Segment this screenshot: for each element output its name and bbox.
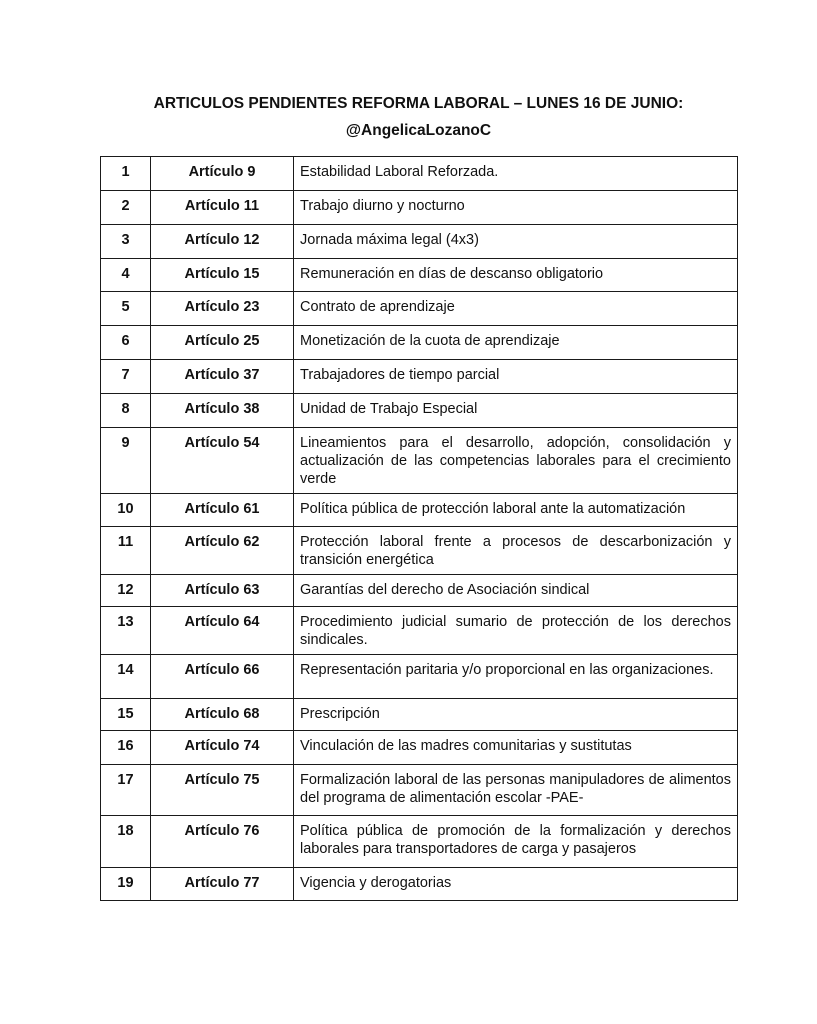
article-description: Remuneración en días de descanso obligatorio <box>294 259 738 292</box>
row-number: 10 <box>101 494 151 527</box>
articles-table-body <box>101 157 738 901</box>
table-row <box>101 607 738 655</box>
article-label: Artículo 74 <box>151 731 294 765</box>
article-description: Política pública de promoción de la formalización y derechos laborales para transportadores de carga y pasajeros <box>294 816 738 868</box>
article-description: Monetización de la cuota de aprendizaje <box>294 326 738 360</box>
article-description: Estabilidad Laboral Reforzada. <box>294 157 738 191</box>
row-number: 12 <box>101 575 151 607</box>
table-row <box>101 428 738 494</box>
article-description: Formalización laboral de las personas manipuladores de alimentos del programa de alimentación escolar -PAE- <box>294 765 738 816</box>
row-number: 4 <box>101 259 151 292</box>
article-description: Vigencia y derogatorias <box>294 868 738 901</box>
table-row <box>101 731 738 765</box>
article-label: Artículo 12 <box>151 225 294 259</box>
row-number: 3 <box>101 225 151 259</box>
table-row <box>101 765 738 816</box>
row-number: 2 <box>101 191 151 225</box>
article-description: Trabajadores de tiempo parcial <box>294 360 738 394</box>
article-description: Protección laboral frente a procesos de descarbonización y transición energética <box>294 527 738 575</box>
table-row <box>101 394 738 428</box>
table-row <box>101 157 738 191</box>
article-label: Artículo 62 <box>151 527 294 575</box>
author-handle: @AngelicaLozanoC <box>345 122 492 139</box>
table-row <box>101 259 738 292</box>
document-title: ARTICULOS PENDIENTES REFORMA LABORAL – LUNES 16 DE JUNIO: <box>153 95 684 112</box>
article-label: Artículo 37 <box>151 360 294 394</box>
row-number: 5 <box>101 292 151 326</box>
row-number: 19 <box>101 868 151 901</box>
article-label: Artículo 61 <box>151 494 294 527</box>
article-label: Artículo 23 <box>151 292 294 326</box>
article-description: Trabajo diurno y nocturno <box>294 191 738 225</box>
article-description: Vinculación de las madres comunitarias y sustitutas <box>294 731 738 765</box>
table-row <box>101 816 738 868</box>
article-description: Unidad de Trabajo Especial <box>294 394 738 428</box>
row-number: 7 <box>101 360 151 394</box>
article-label: Artículo 38 <box>151 394 294 428</box>
article-label: Artículo 25 <box>151 326 294 360</box>
article-label: Artículo 66 <box>151 655 294 699</box>
row-number: 14 <box>101 655 151 699</box>
table-row <box>101 655 738 699</box>
article-label: Artículo 64 <box>151 607 294 655</box>
table-row <box>101 326 738 360</box>
article-label: Artículo 63 <box>151 575 294 607</box>
article-label: Artículo 11 <box>151 191 294 225</box>
articles-table <box>100 156 738 901</box>
table-row <box>101 527 738 575</box>
article-label: Artículo 76 <box>151 816 294 868</box>
article-description: Política pública de protección laboral ante la automatización <box>294 494 738 527</box>
table-row <box>101 494 738 527</box>
row-number: 6 <box>101 326 151 360</box>
table-row <box>101 575 738 607</box>
article-description: Garantías del derecho de Asociación sindical <box>294 575 738 607</box>
table-row <box>101 360 738 394</box>
article-description: Prescripción <box>294 699 738 731</box>
table-row <box>101 292 738 326</box>
table-row <box>101 225 738 259</box>
article-label: Artículo 9 <box>151 157 294 191</box>
article-description: Contrato de aprendizaje <box>294 292 738 326</box>
article-description: Procedimiento judicial sumario de protección de los derechos sindicales. <box>294 607 738 655</box>
document-header <box>0 90 817 144</box>
row-number: 17 <box>101 765 151 816</box>
article-description: Jornada máxima legal (4x3) <box>294 225 738 259</box>
row-number: 16 <box>101 731 151 765</box>
article-label: Artículo 68 <box>151 699 294 731</box>
article-label: Artículo 77 <box>151 868 294 901</box>
row-number: 9 <box>101 428 151 494</box>
row-number: 1 <box>101 157 151 191</box>
row-number: 8 <box>101 394 151 428</box>
table-row <box>101 868 738 901</box>
article-label: Artículo 75 <box>151 765 294 816</box>
row-number: 18 <box>101 816 151 868</box>
article-description: Lineamientos para el desarrollo, adopción, consolidación y actualización de las competencias laborales para el crecimiento verde <box>294 428 738 494</box>
row-number: 15 <box>101 699 151 731</box>
article-label: Artículo 54 <box>151 428 294 494</box>
row-number: 13 <box>101 607 151 655</box>
article-label: Artículo 15 <box>151 259 294 292</box>
table-row <box>101 191 738 225</box>
row-number: 11 <box>101 527 151 575</box>
article-description: Representación paritaria y/o proporcional en las organizaciones. <box>294 655 738 699</box>
table-row <box>101 699 738 731</box>
